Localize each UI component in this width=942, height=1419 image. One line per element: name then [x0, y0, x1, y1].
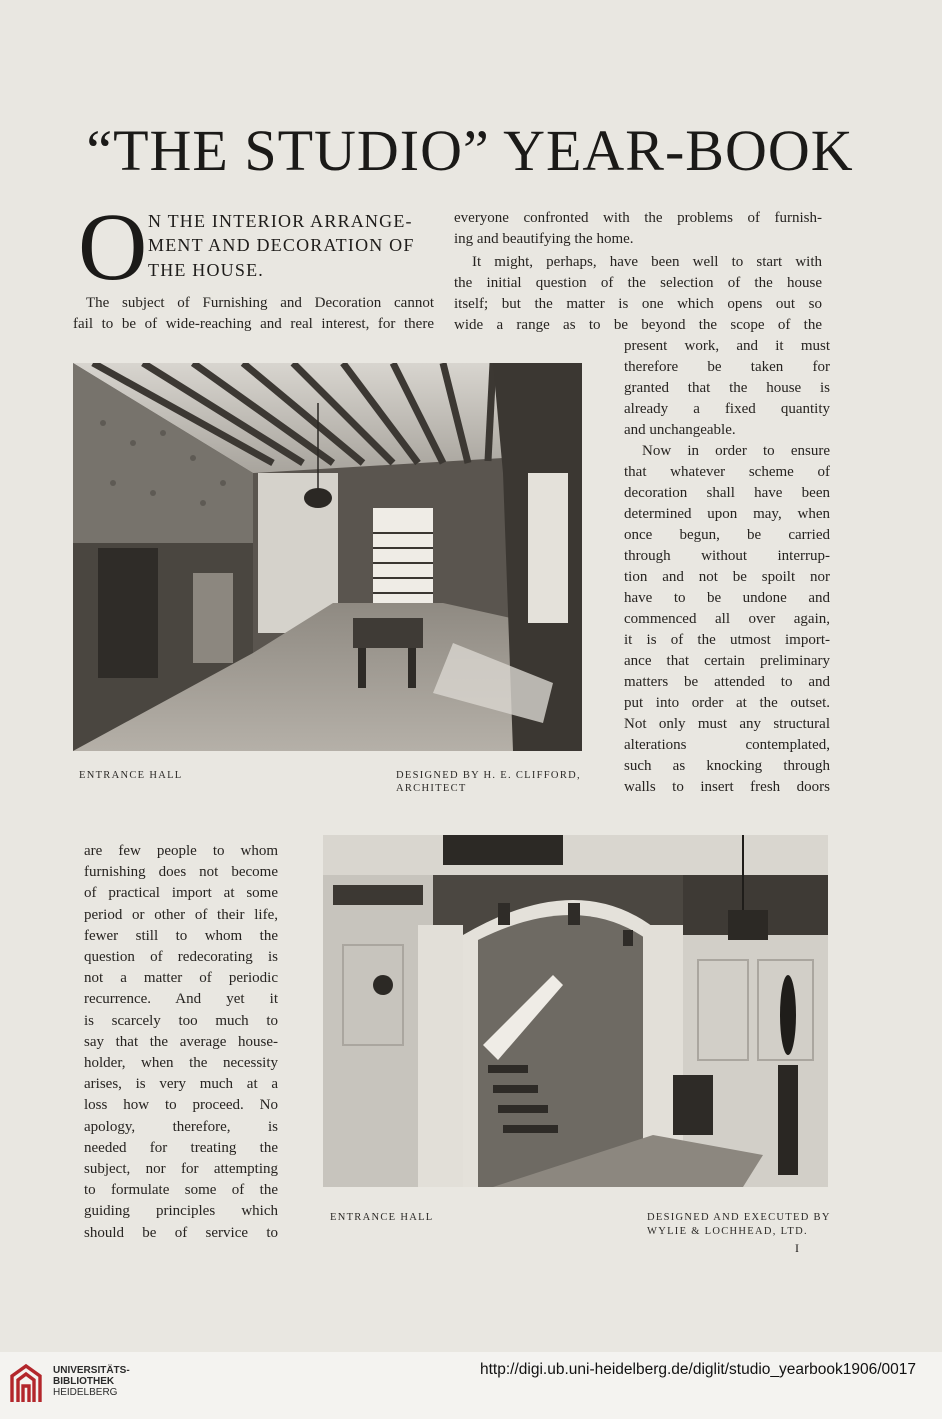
- left-col-top-line-2: fail to be of wide-reaching and real interest, for there: [73, 316, 434, 332]
- right-narrow-line: Not only must any structural: [624, 716, 830, 732]
- right-narrow-line: tion and not be spoilt nor: [624, 569, 830, 585]
- right-col-line-1: everyone confronted with the problems of furnish-: [454, 210, 822, 226]
- university-library-logo-icon: [8, 1362, 44, 1406]
- right-narrow-line: ance that certain preliminary: [624, 653, 830, 669]
- left-bottom-line: recurrence. And yet it: [84, 991, 278, 1008]
- left-bottom-line: of practical import at some: [84, 885, 278, 902]
- right-col-line-4: the initial question of the selection of the house: [454, 275, 822, 291]
- right-narrow-line: granted that the house is: [624, 380, 830, 396]
- figure1-caption-left: ENTRANCE HALL: [79, 770, 183, 781]
- figure2-caption-right-2: WYLIE & LOCHHEAD, LTD.: [647, 1226, 808, 1237]
- entrance-hall-photo-clifford: [73, 363, 582, 751]
- left-bottom-line: guiding principles which: [84, 1203, 278, 1220]
- left-bottom-line: arises, is very much at a: [84, 1076, 278, 1093]
- left-bottom-line: fewer still to whom the: [84, 927, 278, 944]
- section-heading-line-3: THE HOUSE.: [148, 260, 264, 280]
- left-bottom-line: not a matter of periodic: [84, 970, 278, 987]
- right-narrow-line: put into order at the outset.: [624, 695, 830, 711]
- digitization-footer: [0, 1352, 942, 1419]
- section-heading-line-2: MENT AND DECORATION OF: [148, 235, 415, 255]
- right-narrow-line: Now in order to ensure: [642, 443, 830, 459]
- logo-text-line-3: HEIDELBERG: [53, 1387, 118, 1398]
- right-narrow-line: commenced all over again,: [624, 611, 830, 627]
- right-narrow-line: already a fixed quantity: [624, 401, 830, 417]
- drop-cap: O: [78, 193, 148, 300]
- left-bottom-line: holder, when the necessity: [84, 1055, 278, 1071]
- figure1-caption-right-1: DESIGNED BY H. E. CLIFFORD,: [396, 770, 581, 781]
- right-narrow-line: and unchangeable.: [624, 422, 736, 438]
- right-narrow-line: it is of the utmost import-: [624, 632, 830, 648]
- left-bottom-line: period or other of their life,: [84, 906, 278, 923]
- section-heading-line-1: N THE INTERIOR ARRANGE-: [148, 211, 413, 231]
- entrance-hall-photo-wylie-lochhead: [323, 835, 828, 1187]
- figure2-caption-right-1: DESIGNED AND EXECUTED BY: [647, 1212, 831, 1223]
- left-bottom-line: are few people to whom: [84, 843, 278, 859]
- right-col-line-6: wide a range as to be beyond the scope of the: [454, 317, 822, 333]
- right-narrow-line: decoration shall have been: [624, 485, 830, 501]
- left-bottom-line: should be of service to: [84, 1224, 278, 1241]
- right-col-line-3: It might, perhaps, have been well to start with: [472, 254, 822, 270]
- left-bottom-line: subject, nor for attempting: [84, 1161, 278, 1177]
- right-narrow-line: that whatever scheme of: [624, 464, 830, 480]
- right-col-line-5: itself; but the matter is one which opens out so: [454, 296, 822, 312]
- right-narrow-line: once begun, be carried: [624, 527, 830, 543]
- page-title: “THE STUDIO” YEAR-BOOK: [86, 118, 854, 183]
- logo-text-line-2: BIBLIOTHEK: [53, 1376, 115, 1387]
- right-narrow-line: present work, and it must: [624, 338, 830, 354]
- right-narrow-line: have to be undone and: [624, 590, 830, 606]
- left-bottom-line: needed for treating the: [84, 1139, 278, 1156]
- source-url-link[interactable]: http://digi.ub.uni-heidelberg.de/diglit/studio_yearbook1906/0017: [480, 1361, 917, 1378]
- right-narrow-line: matters be attended to and: [624, 674, 830, 690]
- left-col-top-line-1: The subject of Furnishing and Decoration cannot: [86, 295, 434, 311]
- right-narrow-line: through without interrup-: [624, 548, 830, 564]
- left-bottom-line: question of redecorating is: [84, 949, 278, 965]
- right-narrow-line: determined upon may, when: [624, 506, 830, 522]
- left-bottom-line: say that the average house-: [84, 1033, 278, 1050]
- logo-text-line-1: UNIVERSITÄTS-: [53, 1365, 130, 1376]
- left-bottom-line: to formulate some of the: [84, 1182, 278, 1199]
- right-narrow-line: walls to insert fresh doors: [624, 779, 830, 795]
- left-bottom-line: apology, therefore, is: [84, 1118, 278, 1135]
- figure2-caption-left: ENTRANCE HALL: [330, 1212, 434, 1223]
- page-number: I: [795, 1241, 799, 1255]
- right-narrow-line: such as knocking through: [624, 758, 830, 774]
- left-bottom-line: is scarcely too much to: [84, 1012, 278, 1029]
- figure1-caption-right-2: ARCHITECT: [396, 783, 467, 794]
- left-bottom-line: loss how to proceed. No: [84, 1097, 278, 1114]
- right-col-line-2: ing and beautifying the home.: [454, 231, 634, 247]
- right-narrow-line: alterations contemplated,: [624, 737, 830, 753]
- right-narrow-line: therefore be taken for: [624, 359, 830, 375]
- left-bottom-line: furnishing does not become: [84, 864, 278, 881]
